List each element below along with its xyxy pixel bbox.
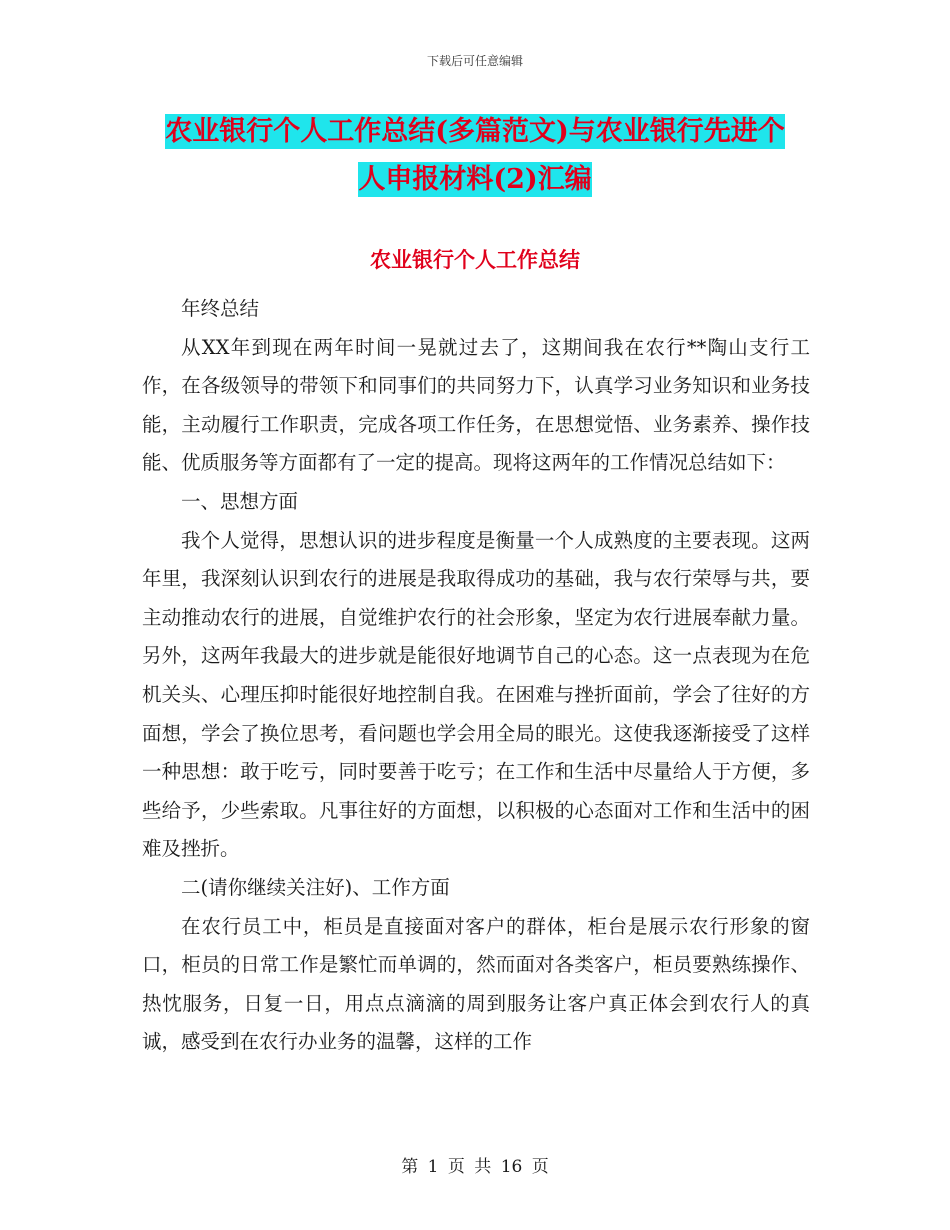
page-footer: 第 1 页 共 16 页 (401, 1157, 549, 1177)
paragraph: 一、思想方面 (181, 489, 299, 513)
paragraph: 在农行员工中，柜员是直接面对客户的群体，柜台是展示农行形象的窗口，柜员的日常工作是繁忙而单调的，然而面对各类客户，柜员要熟练操作、热忱服务，日复一日，用点点滴滴的周到服务让客户真正体会到农行人的真诚，感受到在农行办业务的温馨，这样的工作 (142, 914, 810, 1054)
header-note: 下载后可任意编辑 (426, 54, 523, 68)
body-text (142, 290, 810, 1062)
paragraph: 从XX年到现在两年时间一晃就过去了，这期间我在农行**陶山支行工作，在各级领导的带领下和同事们的共同努力下，认真学习业务知识和业务技能，主动履行工作职责，完成各项工作任务，在思想觉悟、业务素养、操作技能、优质服务等方面都有了一定的提高。现将这两年的工作情况总结如下： (142, 335, 810, 475)
paragraph: 年终总结 (181, 297, 260, 320)
section-title: 农业银行个人工作总结 (370, 247, 580, 272)
document-title (140, 108, 810, 204)
paragraph: 我个人觉得，思想认识的进步程度是衡量一个人成熟度的主要表现。这两年里，我深刻认识到农行的进展是我取得成功的基础，我与农行荣辱与共，要主动推动农行的进展，自觉维护农行的社会形象，坚定为农行进展奉献力量。另外，这两年我最大的进步就是能很好地调节自己的心态。这一点表现为在危机关头、心理压抑时能很好地控制自我。在困难与挫折面前，学会了往好的方面想，学会了换位思考，看问题也学会用全局的眼光。这使我逐渐接受了这样一种思想：敢于吃亏，同时要善于吃亏；在工作和生活中尽量给人于方便，多些给予，少些索取。凡事往好的方面想，以积极的心态面对工作和生活中的困难及挫折。 (142, 528, 810, 861)
document-title-line-2: 人申报材料(2)汇编 (358, 164, 592, 195)
document-title-line-1: 农业银行个人工作总结(多篇范文)与农业银行先进个 (165, 116, 785, 147)
paragraph: 二(请你继续关注好)、工作方面 (181, 875, 450, 899)
